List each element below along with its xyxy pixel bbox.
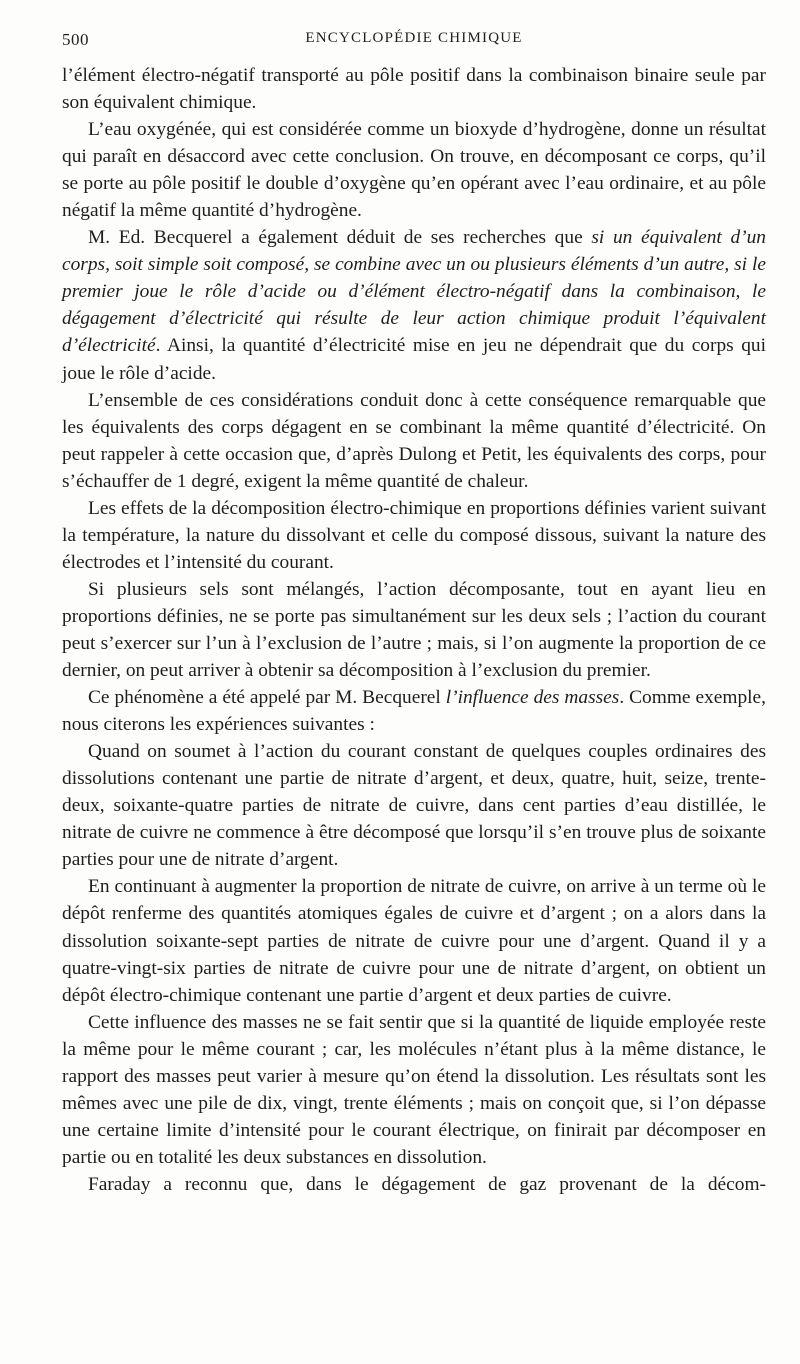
running-title: ENCYCLOPÉDIE CHIMIQUE: [305, 30, 523, 46]
paragraph-3: [62, 224, 766, 386]
paragraph-9: En continuant à augmenter la proportion de nitrate de cuivre, on arrive à un terme où le dépôt renferme des quantités atomiques égales de cuivre et d’argent ; on a alors dans la dissolution soixante-sept parties de nitrate de cuivre pour une d’argent. Quand il y a quatre-vingt-six parties de nitrate de cuivre pour une de nitrate d’argent, on obtient un dépôt électro-chimique contenant une partie d’argent et deux parties de cuivre.: [62, 876, 766, 1006]
page-header: [62, 30, 766, 54]
paragraph-7: [62, 684, 766, 738]
paragraph-5: Les effets de la décomposition électro-chimique en proportions définies varient suivant la température, la nature du dissolvant et celle du composé dissous, suivant la nature des électrodes et l’intensité du courant.: [62, 497, 766, 573]
paragraph-3-intro: M. Ed. Becquerel a également déduit de ses recherches que: [88, 227, 592, 249]
paragraph-7-italic-term: l’influence des masses: [445, 687, 620, 709]
paragraph-3-italic-statement: si un équivalent d’un corps, soit simple soit composé, se combine avec un ou plusieurs éléments d’un autre, si le premier joue le rôle d’acide ou d’élément électro-négatif dans la combinaison, le dégagement d’électricité qui résulte de leur action chimique produit l’équivalent d’électricité: [62, 227, 766, 357]
paragraph-7-intro: Ce phénomène a été appelé par M. Becquerel: [88, 687, 446, 709]
paragraph-11: Faraday a reconnu que, dans le dégagement de gaz provenant de la décom-: [88, 1173, 766, 1195]
paragraph-4: L’ensemble de ces considérations conduit donc à cette conséquence remarquable que les équivalents des corps dégagent en se combinant la même quantité d’électricité. On peut rappeler à cette occasion que, d’après Dulong et Petit, les équivalents des corps, pour s’échauffer de 1 degré, exigent la même quantité de chaleur.: [62, 389, 766, 492]
paragraph-6: Si plusieurs sels sont mélangés, l’action décomposante, tout en ayant lieu en proportions définies, ne se porte pas simultanément sur les deux sels ; l’action du courant peut s’exercer sur l’un à l’exclusion de l’autre ; mais, si l’on augmente la proportion de ce dernier, on peut arriver à obtenir sa décomposition à l’exclusion du premier.: [62, 578, 766, 682]
body-text: [62, 62, 766, 1198]
paragraph-7-conclusion: . Comme exemple, nous citerons les expériences suivantes :: [62, 687, 766, 736]
paragraph-10: Cette influence des masses ne se fait sentir que si la quantité de liquide employée reste la même pour le même courant ; car, les molécules n’étant plus à la même distance, le rapport des masses peut varier à mesure qu’on étend la dissolution. Les résultats sont les mêmes avec une pile de dix, vingt, trente éléments ; mais on conçoit que, si l’on dépasse une certaine limite d’intensité pour le courant électrique, on finirait par décomposer en partie ou en totalité les deux substances en dissolution.: [62, 1011, 766, 1168]
paragraph-1: l’élément électro-négatif transporté au pôle positif dans la combinaison binaire seule par son équivalent chimique.: [62, 65, 766, 114]
paragraph-8: Quand on soumet à l’action du courant constant de quelques couples ordinaires des dissolutions contenant une partie de nitrate d’argent, et deux, quatre, huit, seize, trente-deux, soixante-quatre parties de nitrate de cuivre, dans cent parties d’eau distillée, le nitrate de cuivre ne commence à être décomposé que lorsqu’il s’en trouve plus de soixante parties pour une de nitrate d’argent.: [62, 741, 766, 871]
paragraph-3-conclusion: . Ainsi, la quantité d’électricité mise en jeu ne dépendrait que du corps qui joue le rôle d’acide.: [62, 335, 766, 384]
page-number: 500: [62, 30, 89, 49]
paragraph-2: L’eau oxygénée, qui est considérée comme un bioxyde d’hydrogène, donne un résultat qui paraît en désaccord avec cette conclusion. On trouve, en décomposant ce corps, qu’il se porte au pôle positif le double d’oxygène qu’en opérant avec l’eau ordinaire, et au pôle négatif la même quantité d’hydrogène.: [62, 119, 766, 222]
